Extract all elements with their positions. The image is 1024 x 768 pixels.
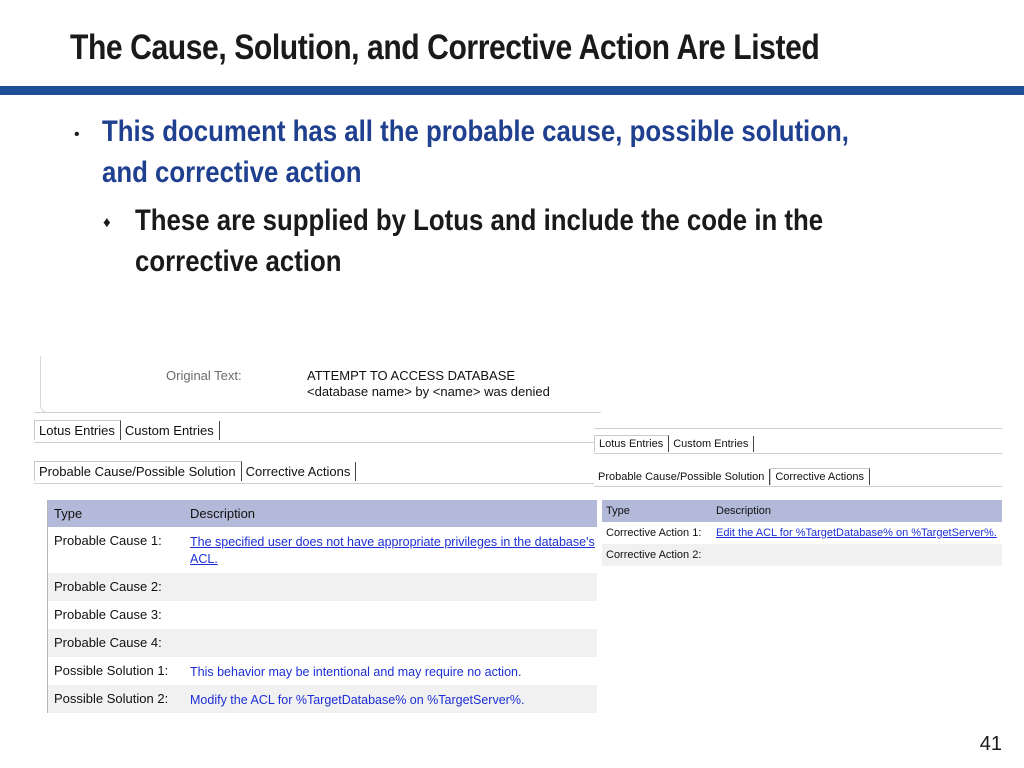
left-details-table xyxy=(47,500,597,713)
tab-custom-entries[interactable]: Custom Entries xyxy=(669,436,754,452)
title-rule xyxy=(0,86,1024,95)
bullet-2-text: These are supplied by Lotus and include the code in the corrective action xyxy=(135,204,824,278)
right-entry-tabs-topline xyxy=(594,428,1002,429)
original-text-line-2: <database name> by <name> was denied xyxy=(307,384,550,399)
column-header-type[interactable]: Type xyxy=(54,506,83,521)
table-row[interactable] xyxy=(48,685,597,713)
row-description-link[interactable]: The specified user does not have appropriate privileges in the database's ACL. xyxy=(190,535,595,566)
table-row[interactable] xyxy=(602,522,1002,544)
row-type: Corrective Action 2: xyxy=(606,549,702,561)
row-description xyxy=(712,544,1002,566)
row-type: Possible Solution 1: xyxy=(54,663,169,678)
row-description xyxy=(184,573,597,601)
row-type: Possible Solution 2: xyxy=(54,691,169,706)
original-text-label: Original Text: xyxy=(166,368,242,383)
column-header-description[interactable]: Description xyxy=(716,504,772,517)
page-number: 41 xyxy=(979,733,1002,755)
original-text-line-1: ATTEMPT TO ACCESS DATABASE xyxy=(307,368,516,383)
right-detail-tabs-baseline xyxy=(594,486,1002,487)
row-type: Probable Cause 2: xyxy=(54,579,162,594)
slide-title: The Cause, Solution, and Corrective Action Are Listed xyxy=(70,28,820,67)
right-entry-tabs xyxy=(594,435,754,452)
original-text-value xyxy=(307,368,550,400)
table-header xyxy=(602,500,1002,522)
right-detail-tabs xyxy=(594,468,870,485)
table-header xyxy=(48,500,597,527)
tab-lotus-entries[interactable]: Lotus Entries xyxy=(34,420,121,440)
column-header-type[interactable]: Type xyxy=(606,505,630,517)
left-entry-tabs xyxy=(34,420,220,440)
row-type: Probable Cause 3: xyxy=(54,607,162,622)
table-row[interactable] xyxy=(48,657,597,685)
right-details-table xyxy=(602,500,1002,561)
tab-lotus-entries[interactable]: Lotus Entries xyxy=(594,435,669,452)
tab-corrective-actions[interactable]: Corrective Actions xyxy=(242,462,357,481)
bullet-diamond-icon: ♦ xyxy=(103,214,111,231)
table-row[interactable] xyxy=(48,573,597,601)
row-type: Corrective Action 1: xyxy=(606,527,702,539)
row-description-link[interactable]: Edit the ACL for %TargetDatabase% on %TargetServer%. xyxy=(716,527,997,539)
row-description xyxy=(184,601,597,629)
tab-custom-entries[interactable]: Custom Entries xyxy=(121,421,220,440)
tab-probable-cause[interactable]: Probable Cause/Possible Solution xyxy=(34,461,242,481)
row-description xyxy=(184,629,597,657)
tab-corrective-actions[interactable]: Corrective Actions xyxy=(770,468,870,485)
tab-probable-cause[interactable]: Probable Cause/Possible Solution xyxy=(594,469,770,485)
table-row[interactable] xyxy=(48,629,597,657)
row-description: Modify the ACL for %TargetDatabase% on %TargetServer%. xyxy=(190,693,525,707)
row-type: Probable Cause 4: xyxy=(54,635,162,650)
table-row[interactable] xyxy=(602,544,1002,566)
table-row[interactable] xyxy=(48,527,597,573)
row-type: Probable Cause 1: xyxy=(54,533,162,548)
column-header-description[interactable]: Description xyxy=(190,506,256,521)
left-detail-tabs xyxy=(34,461,356,481)
right-entry-tabs-baseline xyxy=(594,453,1002,454)
entry-tabs-topline xyxy=(34,412,600,413)
entry-tabs-baseline xyxy=(34,442,600,443)
bullet-1-text: This document has all the probable cause, possible solution, and corrective action xyxy=(102,115,849,189)
row-description: This behavior may be intentional and may require no action. xyxy=(190,665,522,679)
table-row[interactable] xyxy=(48,601,597,629)
detail-tabs-baseline xyxy=(34,483,600,484)
bullet-dot-icon: • xyxy=(74,126,80,143)
